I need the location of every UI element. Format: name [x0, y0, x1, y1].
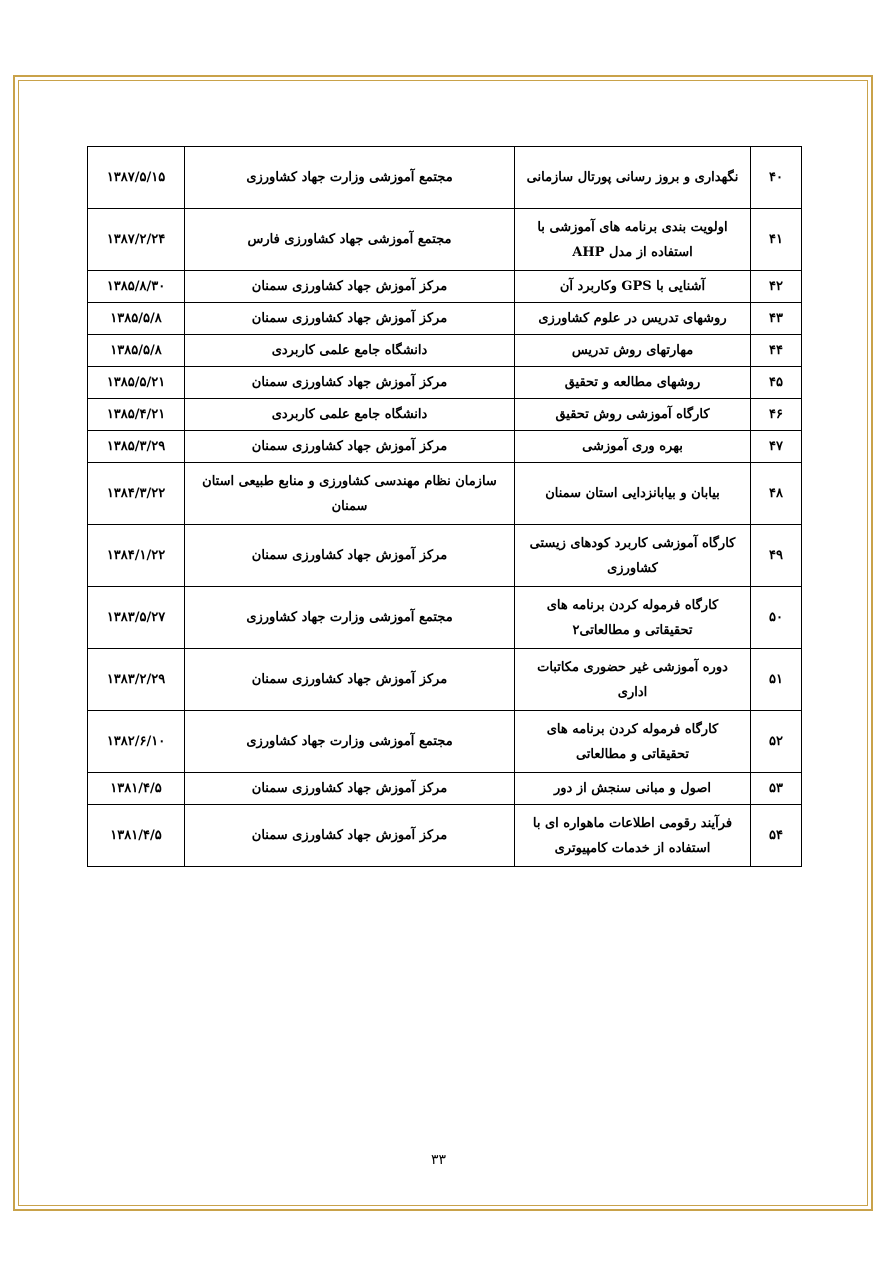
table-row — [88, 271, 802, 303]
organization-cell: مجتمع آموزشی وزارت جهاد کشاورزی — [185, 587, 515, 649]
table-row — [88, 367, 802, 399]
course-date-cell: ۱۳۸۳/۲/۲۹ — [88, 649, 185, 711]
course-date-cell: ۱۳۸۴/۱/۲۲ — [88, 525, 185, 587]
table-row — [88, 805, 802, 867]
course-title-cell: بیابان و بیابانزدایی استان سمنان — [515, 463, 751, 525]
course-title-cell: نگهداری و بروز رسانی پورتال سازمانی — [515, 147, 751, 209]
row-number-cell: ۴۰ — [751, 147, 802, 209]
organization-cell: مجتمع آموزشی وزارت جهاد کشاورزی — [185, 147, 515, 209]
course-date-cell: ۱۳۸۲/۶/۱۰ — [88, 711, 185, 773]
table-row — [88, 209, 802, 271]
courses-table — [87, 146, 802, 867]
page-number: ۳۳ — [430, 1152, 447, 1168]
course-date-cell: ۱۳۸۱/۴/۵ — [88, 805, 185, 867]
course-title-cell: کارگاه فرموله کردن برنامه های تحقیقاتی و مطالعاتی۲ — [515, 587, 751, 649]
row-number-cell: ۴۲ — [751, 271, 802, 303]
row-number-cell: ۴۴ — [751, 335, 802, 367]
course-date-cell: ۱۳۸۵/۸/۳۰ — [88, 271, 185, 303]
course-title-cell: بهره وری آموزشی — [515, 431, 751, 463]
organization-cell: مجتمع آموزشی جهاد کشاورزی فارس — [185, 209, 515, 271]
course-title-cell: مهارتهای روش تدریس — [515, 335, 751, 367]
course-date-cell: ۱۳۸۴/۳/۲۲ — [88, 463, 185, 525]
course-date-cell: ۱۳۸۵/۳/۲۹ — [88, 431, 185, 463]
course-date-cell: ۱۳۸۵/۵/۸ — [88, 303, 185, 335]
row-number-cell: ۵۴ — [751, 805, 802, 867]
course-title-cell: کارگاه فرموله کردن برنامه های تحقیقاتی و مطالعاتی — [515, 711, 751, 773]
course-date-cell: ۱۳۸۷/۵/۱۵ — [88, 147, 185, 209]
course-title-cell: اولویت بندی برنامه های آموزشی با استفاده از مدل AHP — [515, 209, 751, 271]
course-date-cell: ۱۳۸۵/۴/۲۱ — [88, 399, 185, 431]
row-number-cell: ۵۰ — [751, 587, 802, 649]
table-row — [88, 463, 802, 525]
organization-cell: مرکز آموزش جهاد کشاورزی سمنان — [185, 773, 515, 805]
course-date-cell: ۱۳۸۵/۵/۸ — [88, 335, 185, 367]
course-title-cell: فرآیند رقومی اطلاعات ماهواره ای با استفاده از خدمات کامپیوتری — [515, 805, 751, 867]
table-row — [88, 525, 802, 587]
organization-cell: مرکز آموزش جهاد کشاورزی سمنان — [185, 431, 515, 463]
table-row — [88, 399, 802, 431]
row-number-cell: ۴۳ — [751, 303, 802, 335]
table-row — [88, 587, 802, 649]
organization-cell: مرکز آموزش جهاد کشاورزی سمنان — [185, 271, 515, 303]
row-number-cell: ۴۸ — [751, 463, 802, 525]
organization-cell: دانشگاه جامع علمی کاربردی — [185, 399, 515, 431]
course-date-cell: ۱۳۸۵/۵/۲۱ — [88, 367, 185, 399]
table-row — [88, 649, 802, 711]
course-date-cell: ۱۳۸۳/۵/۲۷ — [88, 587, 185, 649]
course-title-cell: کارگاه آموزشی روش تحقیق — [515, 399, 751, 431]
row-number-cell: ۴۹ — [751, 525, 802, 587]
table-row — [88, 431, 802, 463]
table-row — [88, 773, 802, 805]
row-number-cell: ۴۶ — [751, 399, 802, 431]
organization-cell: دانشگاه جامع علمی کاربردی — [185, 335, 515, 367]
row-number-cell: ۵۲ — [751, 711, 802, 773]
table-row — [88, 303, 802, 335]
course-date-cell: ۱۳۸۷/۲/۲۴ — [88, 209, 185, 271]
organization-cell: مرکز آموزش جهاد کشاورزی سمنان — [185, 805, 515, 867]
row-number-cell: ۵۳ — [751, 773, 802, 805]
course-title-cell: آشنایی با GPS وکاربرد آن — [515, 271, 751, 303]
row-number-cell: ۴۵ — [751, 367, 802, 399]
course-title-cell: اصول و مبانی سنجش از دور — [515, 773, 751, 805]
organization-cell: مرکز آموزش جهاد کشاورزی سمنان — [185, 303, 515, 335]
organization-cell: مرکز آموزش جهاد کشاورزی سمنان — [185, 367, 515, 399]
organization-cell: مرکز آموزش جهاد کشاورزی سمنان — [185, 525, 515, 587]
organization-cell: سازمان نظام مهندسی کشاورزی و منابع طبیعی استان سمنان — [185, 463, 515, 525]
organization-cell: مرکز آموزش جهاد کشاورزی سمنان — [185, 649, 515, 711]
row-number-cell: ۴۱ — [751, 209, 802, 271]
course-title-cell: روشهای مطالعه و تحقیق — [515, 367, 751, 399]
course-title-cell: روشهای تدریس در علوم کشاورزی — [515, 303, 751, 335]
course-title-cell: کارگاه آموزشی کاربرد کودهای زیستی کشاورزی — [515, 525, 751, 587]
organization-cell: مجتمع آموزشی وزارت جهاد کشاورزی — [185, 711, 515, 773]
course-title-cell: دوره آموزشی غیر حضوری مکاتبات اداری — [515, 649, 751, 711]
course-date-cell: ۱۳۸۱/۴/۵ — [88, 773, 185, 805]
table-row — [88, 147, 802, 209]
table-row — [88, 711, 802, 773]
row-number-cell: ۵۱ — [751, 649, 802, 711]
table-row — [88, 335, 802, 367]
row-number-cell: ۴۷ — [751, 431, 802, 463]
